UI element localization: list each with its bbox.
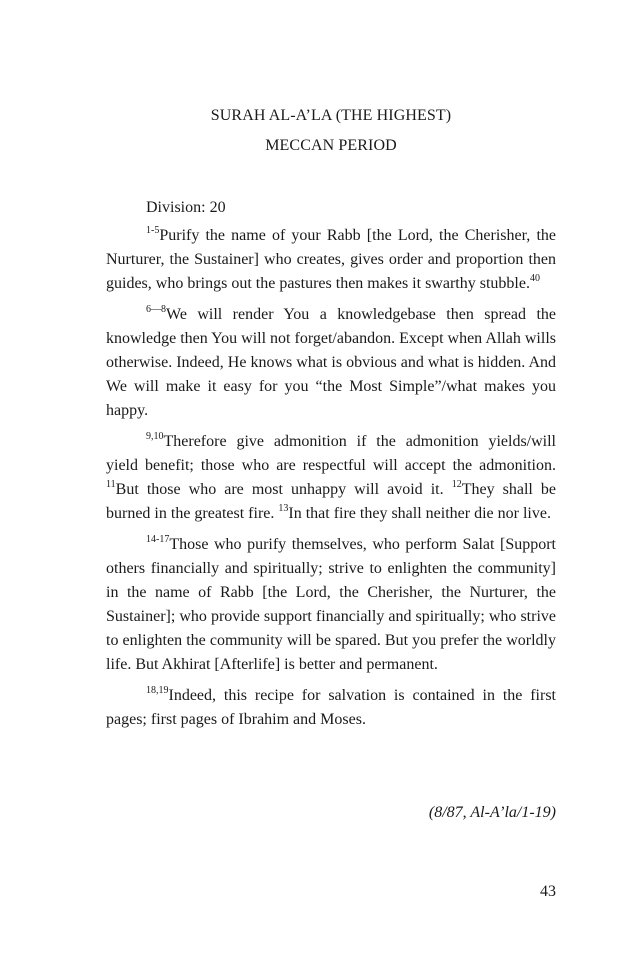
verse-paragraph <box>106 224 556 296</box>
book-page <box>106 0 556 957</box>
verse-number: 11 <box>106 479 116 490</box>
verse-number: 6—8 <box>146 304 166 315</box>
verse-number: 1-5 <box>146 225 160 236</box>
verse-number: 9,10 <box>146 431 164 442</box>
verse-number: 40 <box>529 273 540 284</box>
verse-paragraph <box>106 533 556 677</box>
verse-number: 12 <box>451 479 462 490</box>
verse-segment: But those who are most unhappy will avoid it. <box>115 481 452 498</box>
surah-title: SURAH AL-A’LA (THE HIGHEST) <box>210 107 452 124</box>
verse-segment: Therefore give admonition if the admonition yields/will yield benefit; those who are respectful will accept the admonition. <box>106 433 556 474</box>
verse-paragraph <box>106 430 556 526</box>
verse-segment: We will render You a knowledgebase then spread the knowledge then You will not forget/abandon. Except when Allah wills otherwise. Indeed, He knows what is obvious and what is hidden. And We will make it easy for you “the Most Simple”/what makes you happy. <box>106 306 556 419</box>
verse-number: 18,19 <box>146 685 169 696</box>
verse-number: 13 <box>278 503 289 514</box>
verse-paragraph <box>106 684 556 732</box>
verse-number: 14-17 <box>146 534 170 545</box>
verse-segment: Purify the name of your Rabb [the Lord, the Cherisher, the Nurturer, the Sustainer] who creates, gives order and proportion then guides, who brings out the pastures then makes it swarthy stubble. <box>106 227 556 292</box>
verse-text <box>106 224 556 739</box>
verse-paragraph <box>106 303 556 423</box>
citation: (8/87, Al-A’la/1-19) <box>428 804 556 821</box>
verse-segment: They shall be burned in the greatest fire. <box>106 481 556 522</box>
page-number: 43 <box>540 883 556 900</box>
period-subtitle: MECCAN PERIOD <box>265 137 397 154</box>
verse-segment: Those who purify themselves, who perform Salat [Support others financially and spiritually; strive to enlighten the community] in the name of Rabb [the Lord, the Cherisher, the Nurturer, the Sustainer]; who provide support financially and spiritually; who strive to enlighten the community will be spared. But you prefer the worldly life. But Akhirat [Afterlife] is better and permanent. <box>106 536 556 673</box>
verse-segment: Indeed, this recipe for salvation is contained in the first pages; first pages of Ibrahim and Moses. <box>106 687 556 728</box>
verse-segment: In that fire they shall neither die nor live. <box>288 505 551 522</box>
division-label: Division: 20 <box>146 199 226 216</box>
